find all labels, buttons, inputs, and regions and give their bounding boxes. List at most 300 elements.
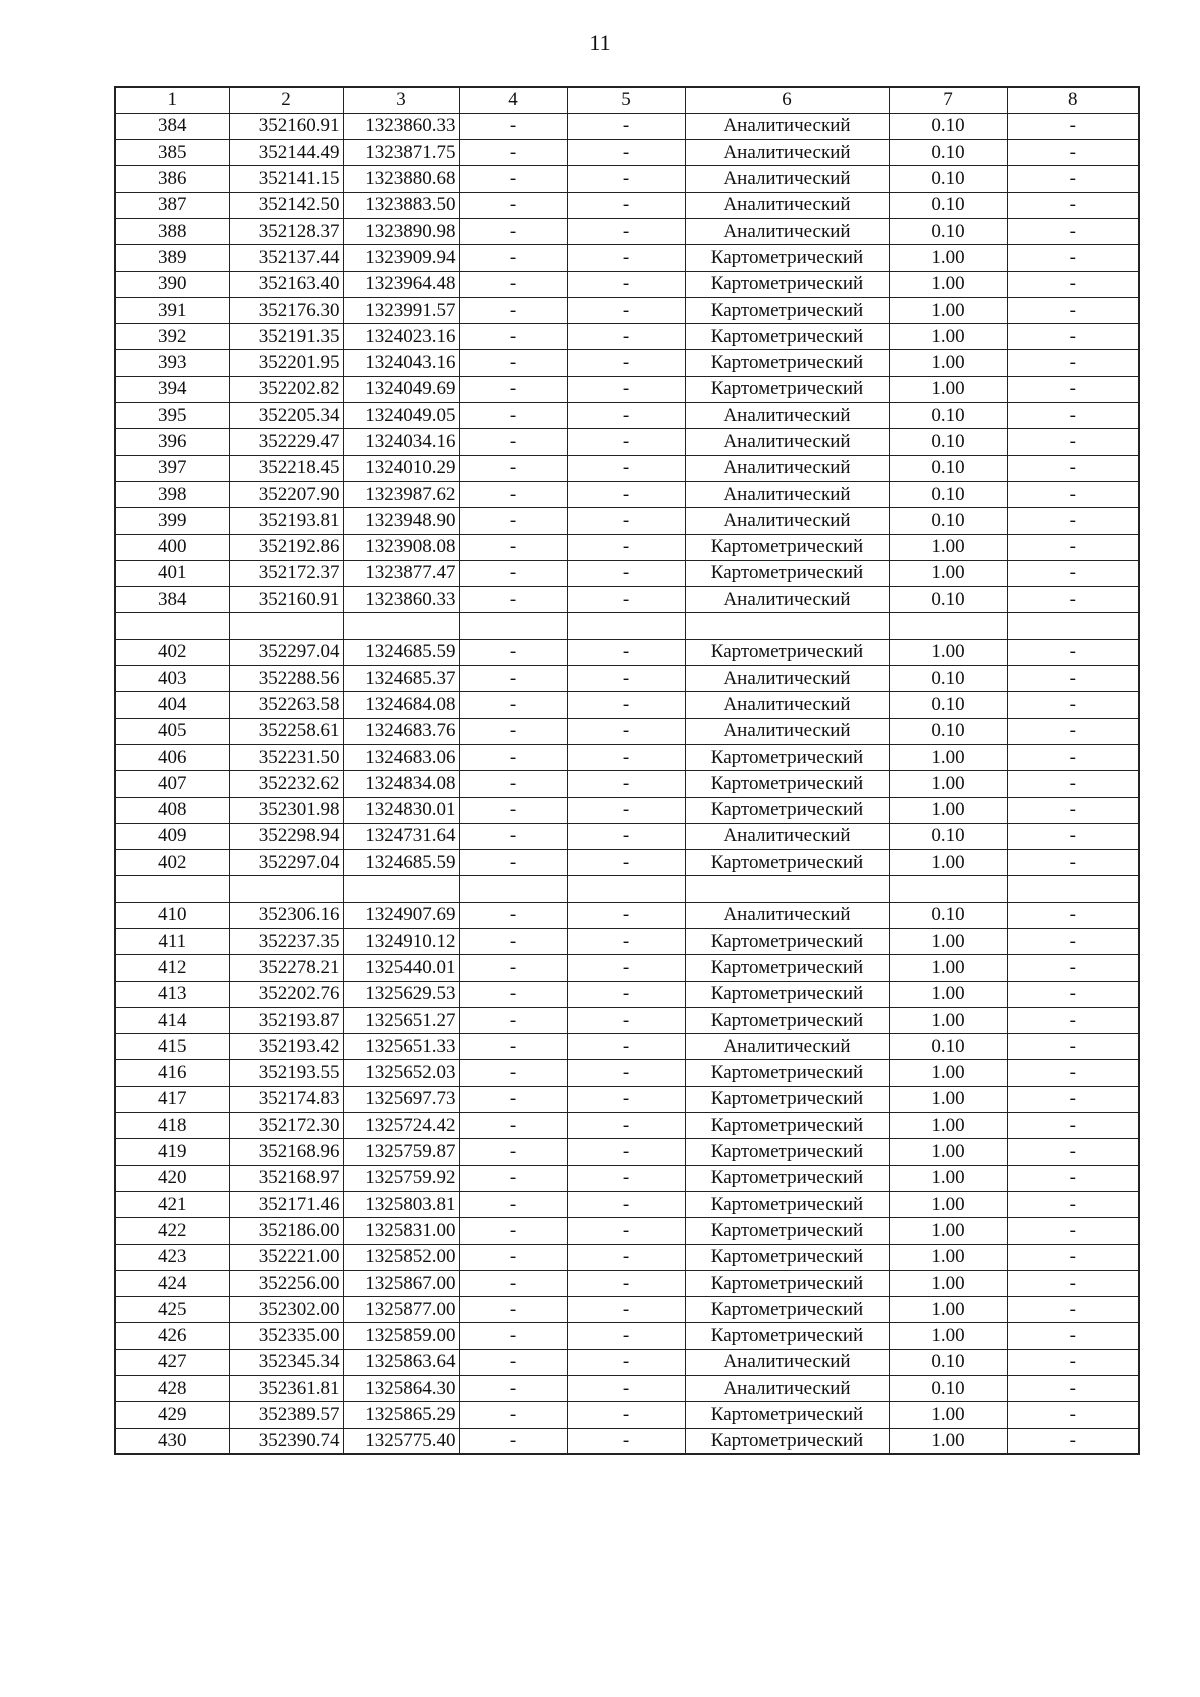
- column-5-cell: -: [567, 1349, 685, 1375]
- point-number-cell: 387: [115, 192, 229, 218]
- x-coordinate-cell: 352298.94: [229, 823, 343, 849]
- accuracy-cell: 1.00: [889, 1086, 1007, 1112]
- table-row: [115, 1034, 1139, 1060]
- column-8-cell: -: [1007, 1034, 1139, 1060]
- point-number-cell: 384: [115, 587, 229, 613]
- accuracy-cell: 1.00: [889, 929, 1007, 955]
- column-4-cell: -: [459, 692, 567, 718]
- accuracy-cell: [889, 876, 1007, 902]
- method-cell: Картометрический: [685, 1218, 889, 1244]
- column-5-cell: -: [567, 297, 685, 323]
- method-cell: Аналитический: [685, 166, 889, 192]
- x-coordinate-cell: 352172.30: [229, 1113, 343, 1139]
- point-number-cell: 416: [115, 1060, 229, 1086]
- column-5-cell: -: [567, 1086, 685, 1112]
- method-cell: Картометрический: [685, 744, 889, 770]
- y-coordinate-cell: 1325803.81: [343, 1191, 459, 1217]
- y-coordinate-cell: 1325651.33: [343, 1034, 459, 1060]
- table-row: [115, 297, 1139, 323]
- y-coordinate-cell: 1325759.92: [343, 1165, 459, 1191]
- column-4-cell: -: [459, 639, 567, 665]
- table-row: [115, 350, 1139, 376]
- method-cell: Картометрический: [685, 955, 889, 981]
- x-coordinate-cell: 352361.81: [229, 1376, 343, 1402]
- point-number-cell: 426: [115, 1323, 229, 1349]
- method-cell: Аналитический: [685, 692, 889, 718]
- table-row: [115, 902, 1139, 928]
- column-4-cell: -: [459, 166, 567, 192]
- method-cell: Картометрический: [685, 245, 889, 271]
- column-5-cell: -: [567, 666, 685, 692]
- method-cell: Аналитический: [685, 1376, 889, 1402]
- method-cell: Картометрический: [685, 1428, 889, 1454]
- accuracy-cell: 0.10: [889, 455, 1007, 481]
- x-coordinate-cell: 352160.91: [229, 113, 343, 139]
- x-coordinate-cell: 352263.58: [229, 692, 343, 718]
- table-row: [115, 113, 1139, 139]
- point-number-cell: 415: [115, 1034, 229, 1060]
- accuracy-cell: 0.10: [889, 1349, 1007, 1375]
- table-row: [115, 981, 1139, 1007]
- accuracy-cell: 0.10: [889, 666, 1007, 692]
- table-row: [115, 744, 1139, 770]
- method-cell: Картометрический: [685, 1402, 889, 1428]
- x-coordinate-cell: 352141.15: [229, 166, 343, 192]
- y-coordinate-cell: 1324834.08: [343, 771, 459, 797]
- point-number-cell: 422: [115, 1218, 229, 1244]
- point-number-cell: 400: [115, 534, 229, 560]
- column-4-cell: -: [459, 1034, 567, 1060]
- column-5-cell: -: [567, 692, 685, 718]
- column-8-cell: -: [1007, 350, 1139, 376]
- y-coordinate-cell: 1323987.62: [343, 481, 459, 507]
- column-5-cell: -: [567, 929, 685, 955]
- column-4-cell: -: [459, 718, 567, 744]
- column-8-cell: -: [1007, 297, 1139, 323]
- column-header: 4: [459, 87, 567, 113]
- x-coordinate-cell: 352207.90: [229, 481, 343, 507]
- point-number-cell: 402: [115, 850, 229, 876]
- method-cell: Картометрический: [685, 324, 889, 350]
- column-8-cell: -: [1007, 1428, 1139, 1454]
- table-row: [115, 1323, 1139, 1349]
- column-4-cell: -: [459, 271, 567, 297]
- accuracy-cell: 1.00: [889, 245, 1007, 271]
- table-row: [115, 324, 1139, 350]
- y-coordinate-cell: 1325867.00: [343, 1270, 459, 1296]
- column-8-cell: -: [1007, 929, 1139, 955]
- x-coordinate-cell: 352258.61: [229, 718, 343, 744]
- accuracy-cell: 0.10: [889, 1376, 1007, 1402]
- accuracy-cell: 0.10: [889, 481, 1007, 507]
- y-coordinate-cell: 1323964.48: [343, 271, 459, 297]
- column-5-cell: -: [567, 166, 685, 192]
- accuracy-cell: 1.00: [889, 534, 1007, 560]
- method-cell: Картометрический: [685, 1244, 889, 1270]
- column-5-cell: -: [567, 429, 685, 455]
- method-cell: [685, 876, 889, 902]
- point-number-cell: [115, 876, 229, 902]
- column-4-cell: -: [459, 666, 567, 692]
- column-5-cell: -: [567, 508, 685, 534]
- y-coordinate-cell: 1324685.59: [343, 850, 459, 876]
- column-4-cell: -: [459, 823, 567, 849]
- accuracy-cell: 1.00: [889, 560, 1007, 586]
- column-5-cell: -: [567, 1297, 685, 1323]
- method-cell: Картометрический: [685, 1165, 889, 1191]
- method-cell: Картометрический: [685, 534, 889, 560]
- column-4-cell: -: [459, 1218, 567, 1244]
- method-cell: Картометрический: [685, 1270, 889, 1296]
- table-row: [115, 1270, 1139, 1296]
- y-coordinate-cell: 1325652.03: [343, 1060, 459, 1086]
- point-number-cell: 408: [115, 797, 229, 823]
- method-cell: Картометрический: [685, 1323, 889, 1349]
- y-coordinate-cell: 1324034.16: [343, 429, 459, 455]
- column-8-cell: -: [1007, 744, 1139, 770]
- accuracy-cell: 1.00: [889, 744, 1007, 770]
- y-coordinate-cell: 1325440.01: [343, 955, 459, 981]
- column-8-cell: -: [1007, 1270, 1139, 1296]
- accuracy-cell: 1.00: [889, 350, 1007, 376]
- point-number-cell: 388: [115, 218, 229, 244]
- point-number-cell: 396: [115, 429, 229, 455]
- x-coordinate-cell: 352278.21: [229, 955, 343, 981]
- column-8-cell: -: [1007, 1244, 1139, 1270]
- table-row: [115, 192, 1139, 218]
- point-number-cell: 407: [115, 771, 229, 797]
- column-5-cell: -: [567, 902, 685, 928]
- method-cell: Картометрический: [685, 771, 889, 797]
- method-cell: Картометрический: [685, 297, 889, 323]
- table-row: [115, 508, 1139, 534]
- accuracy-cell: 0.10: [889, 587, 1007, 613]
- x-coordinate-cell: 352335.00: [229, 1323, 343, 1349]
- point-number-cell: 419: [115, 1139, 229, 1165]
- column-header: 5: [567, 87, 685, 113]
- method-cell: Картометрический: [685, 376, 889, 402]
- column-4-cell: -: [459, 245, 567, 271]
- method-cell: Аналитический: [685, 508, 889, 534]
- column-8-cell: -: [1007, 508, 1139, 534]
- x-coordinate-cell: 352288.56: [229, 666, 343, 692]
- method-cell: Картометрический: [685, 850, 889, 876]
- point-number-cell: 389: [115, 245, 229, 271]
- point-number-cell: 423: [115, 1244, 229, 1270]
- column-4-cell: -: [459, 955, 567, 981]
- column-5-cell: -: [567, 1113, 685, 1139]
- column-8-cell: -: [1007, 403, 1139, 429]
- column-5-cell: -: [567, 1165, 685, 1191]
- table-row: [115, 1297, 1139, 1323]
- column-5-cell: -: [567, 140, 685, 166]
- x-coordinate-cell: 352186.00: [229, 1218, 343, 1244]
- column-5-cell: -: [567, 744, 685, 770]
- accuracy-cell: 1.00: [889, 797, 1007, 823]
- column-4-cell: -: [459, 481, 567, 507]
- method-cell: Аналитический: [685, 429, 889, 455]
- column-4-cell: -: [459, 1376, 567, 1402]
- column-5-cell: -: [567, 823, 685, 849]
- y-coordinate-cell: 1324683.76: [343, 718, 459, 744]
- table-header-row: [115, 87, 1139, 113]
- column-5-cell: -: [567, 1034, 685, 1060]
- x-coordinate-cell: 352229.47: [229, 429, 343, 455]
- method-cell: Аналитический: [685, 718, 889, 744]
- method-cell: Картометрический: [685, 1191, 889, 1217]
- accuracy-cell: 1.00: [889, 1402, 1007, 1428]
- column-5-cell: -: [567, 850, 685, 876]
- column-8-cell: -: [1007, 1191, 1139, 1217]
- accuracy-cell: 0.10: [889, 692, 1007, 718]
- table-row: [115, 955, 1139, 981]
- y-coordinate-cell: 1324684.08: [343, 692, 459, 718]
- x-coordinate-cell: 352193.42: [229, 1034, 343, 1060]
- point-number-cell: 395: [115, 403, 229, 429]
- column-4-cell: -: [459, 1323, 567, 1349]
- column-header: 6: [685, 87, 889, 113]
- method-cell: Аналитический: [685, 455, 889, 481]
- point-number-cell: 405: [115, 718, 229, 744]
- point-number-cell: 427: [115, 1349, 229, 1375]
- table-row: [115, 1060, 1139, 1086]
- point-number-cell: 401: [115, 560, 229, 586]
- column-8-cell: -: [1007, 166, 1139, 192]
- y-coordinate-cell: 1325859.00: [343, 1323, 459, 1349]
- method-cell: Аналитический: [685, 481, 889, 507]
- y-coordinate-cell: 1324683.06: [343, 744, 459, 770]
- column-8-cell: -: [1007, 1139, 1139, 1165]
- accuracy-cell: 1.00: [889, 1323, 1007, 1349]
- column-5-cell: -: [567, 955, 685, 981]
- y-coordinate-cell: 1325852.00: [343, 1244, 459, 1270]
- point-number-cell: 413: [115, 981, 229, 1007]
- accuracy-cell: 1.00: [889, 1139, 1007, 1165]
- accuracy-cell: 0.10: [889, 902, 1007, 928]
- column-5-cell: [567, 876, 685, 902]
- accuracy-cell: 1.00: [889, 1165, 1007, 1191]
- x-coordinate-cell: 352160.91: [229, 587, 343, 613]
- y-coordinate-cell: 1325831.00: [343, 1218, 459, 1244]
- column-4-cell: -: [459, 1113, 567, 1139]
- column-8-cell: [1007, 613, 1139, 639]
- point-number-cell: 420: [115, 1165, 229, 1191]
- y-coordinate-cell: [343, 876, 459, 902]
- accuracy-cell: 1.00: [889, 1244, 1007, 1270]
- column-8-cell: -: [1007, 455, 1139, 481]
- table-row: [115, 218, 1139, 244]
- column-4-cell: -: [459, 218, 567, 244]
- y-coordinate-cell: [343, 613, 459, 639]
- x-coordinate-cell: 352390.74: [229, 1428, 343, 1454]
- y-coordinate-cell: 1324910.12: [343, 929, 459, 955]
- column-5-cell: -: [567, 1270, 685, 1296]
- column-4-cell: -: [459, 534, 567, 560]
- column-4-cell: -: [459, 1402, 567, 1428]
- column-4-cell: -: [459, 113, 567, 139]
- x-coordinate-cell: 352191.35: [229, 324, 343, 350]
- table-row: [115, 692, 1139, 718]
- method-cell: Аналитический: [685, 113, 889, 139]
- point-number-cell: 424: [115, 1270, 229, 1296]
- point-number-cell: 412: [115, 955, 229, 981]
- point-number-cell: 385: [115, 140, 229, 166]
- method-cell: Картометрический: [685, 560, 889, 586]
- y-coordinate-cell: 1325651.27: [343, 1007, 459, 1033]
- column-4-cell: -: [459, 1086, 567, 1112]
- y-coordinate-cell: 1323908.08: [343, 534, 459, 560]
- y-coordinate-cell: 1323871.75: [343, 140, 459, 166]
- table-row: [115, 1218, 1139, 1244]
- column-5-cell: -: [567, 1402, 685, 1428]
- table-row: [115, 823, 1139, 849]
- column-8-cell: -: [1007, 1218, 1139, 1244]
- table-row: [115, 771, 1139, 797]
- column-5-cell: -: [567, 587, 685, 613]
- y-coordinate-cell: 1325724.42: [343, 1113, 459, 1139]
- table-row: [115, 1402, 1139, 1428]
- accuracy-cell: 1.00: [889, 271, 1007, 297]
- y-coordinate-cell: 1324907.69: [343, 902, 459, 928]
- point-number-cell: 391: [115, 297, 229, 323]
- column-8-cell: -: [1007, 271, 1139, 297]
- method-cell: Картометрический: [685, 1086, 889, 1112]
- accuracy-cell: 1.00: [889, 850, 1007, 876]
- point-number-cell: 404: [115, 692, 229, 718]
- y-coordinate-cell: 1324731.64: [343, 823, 459, 849]
- column-8-cell: -: [1007, 1297, 1139, 1323]
- x-coordinate-cell: 352231.50: [229, 744, 343, 770]
- column-5-cell: -: [567, 639, 685, 665]
- accuracy-cell: 1.00: [889, 376, 1007, 402]
- accuracy-cell: 0.10: [889, 218, 1007, 244]
- column-5-cell: -: [567, 192, 685, 218]
- y-coordinate-cell: 1324023.16: [343, 324, 459, 350]
- point-number-cell: 393: [115, 350, 229, 376]
- y-coordinate-cell: 1325865.29: [343, 1402, 459, 1428]
- x-coordinate-cell: 352172.37: [229, 560, 343, 586]
- column-5-cell: -: [567, 218, 685, 244]
- table-row: [115, 1191, 1139, 1217]
- column-8-cell: -: [1007, 1060, 1139, 1086]
- column-8-cell: -: [1007, 823, 1139, 849]
- x-coordinate-cell: 352193.87: [229, 1007, 343, 1033]
- column-8-cell: -: [1007, 113, 1139, 139]
- method-cell: Картометрический: [685, 981, 889, 1007]
- y-coordinate-cell: 1325759.87: [343, 1139, 459, 1165]
- column-4-cell: -: [459, 902, 567, 928]
- method-cell: Аналитический: [685, 403, 889, 429]
- column-8-cell: -: [1007, 902, 1139, 928]
- accuracy-cell: 1.00: [889, 981, 1007, 1007]
- table-row: [115, 1086, 1139, 1112]
- column-4-cell: -: [459, 324, 567, 350]
- column-8-cell: -: [1007, 1086, 1139, 1112]
- table-row: [115, 245, 1139, 271]
- method-cell: Картометрический: [685, 350, 889, 376]
- table-row: [115, 587, 1139, 613]
- point-number-cell: 403: [115, 666, 229, 692]
- x-coordinate-cell: 352205.34: [229, 403, 343, 429]
- column-8-cell: -: [1007, 429, 1139, 455]
- column-4-cell: -: [459, 1270, 567, 1296]
- table-row: [115, 1165, 1139, 1191]
- accuracy-cell: [889, 613, 1007, 639]
- column-5-cell: -: [567, 718, 685, 744]
- column-4-cell: -: [459, 1349, 567, 1375]
- table-row: [115, 481, 1139, 507]
- column-4-cell: -: [459, 1139, 567, 1165]
- column-4-cell: -: [459, 744, 567, 770]
- column-5-cell: -: [567, 481, 685, 507]
- y-coordinate-cell: 1323948.90: [343, 508, 459, 534]
- point-number-cell: 398: [115, 481, 229, 507]
- column-4-cell: -: [459, 192, 567, 218]
- table-row: [115, 1428, 1139, 1454]
- column-8-cell: -: [1007, 560, 1139, 586]
- page-number: 11: [589, 30, 611, 55]
- column-4-cell: -: [459, 508, 567, 534]
- method-cell: Аналитический: [685, 587, 889, 613]
- column-4-cell: -: [459, 587, 567, 613]
- method-cell: [685, 613, 889, 639]
- method-cell: Картометрический: [685, 1060, 889, 1086]
- accuracy-cell: 0.10: [889, 1034, 1007, 1060]
- point-number-cell: 410: [115, 902, 229, 928]
- x-coordinate-cell: 352237.35: [229, 929, 343, 955]
- column-4-cell: -: [459, 771, 567, 797]
- point-number-cell: [115, 613, 229, 639]
- column-5-cell: -: [567, 1428, 685, 1454]
- method-cell: Картометрический: [685, 1297, 889, 1323]
- x-coordinate-cell: 352168.97: [229, 1165, 343, 1191]
- point-number-cell: 429: [115, 1402, 229, 1428]
- column-8-cell: -: [1007, 1007, 1139, 1033]
- accuracy-cell: 1.00: [889, 1007, 1007, 1033]
- column-4-cell: -: [459, 1297, 567, 1323]
- y-coordinate-cell: 1325863.64: [343, 1349, 459, 1375]
- column-header: 8: [1007, 87, 1139, 113]
- table-row: [115, 166, 1139, 192]
- y-coordinate-cell: 1323877.47: [343, 560, 459, 586]
- column-4-cell: -: [459, 1428, 567, 1454]
- column-8-cell: -: [1007, 192, 1139, 218]
- point-number-cell: 409: [115, 823, 229, 849]
- table-row: [115, 1376, 1139, 1402]
- y-coordinate-cell: 1324685.37: [343, 666, 459, 692]
- column-8-cell: -: [1007, 639, 1139, 665]
- column-8-cell: -: [1007, 245, 1139, 271]
- point-number-cell: 418: [115, 1113, 229, 1139]
- point-number-cell: 386: [115, 166, 229, 192]
- column-5-cell: -: [567, 534, 685, 560]
- x-coordinate-cell: 352137.44: [229, 245, 343, 271]
- method-cell: Аналитический: [685, 1034, 889, 1060]
- column-5-cell: -: [567, 350, 685, 376]
- column-4-cell: -: [459, 297, 567, 323]
- table-row: [115, 403, 1139, 429]
- y-coordinate-cell: 1323991.57: [343, 297, 459, 323]
- column-header: 2: [229, 87, 343, 113]
- table-row: [115, 1139, 1139, 1165]
- accuracy-cell: 0.10: [889, 823, 1007, 849]
- accuracy-cell: 1.00: [889, 1270, 1007, 1296]
- column-header: 3: [343, 87, 459, 113]
- column-4-cell: -: [459, 1060, 567, 1086]
- column-8-cell: -: [1007, 981, 1139, 1007]
- accuracy-cell: 1.00: [889, 771, 1007, 797]
- y-coordinate-cell: 1323909.94: [343, 245, 459, 271]
